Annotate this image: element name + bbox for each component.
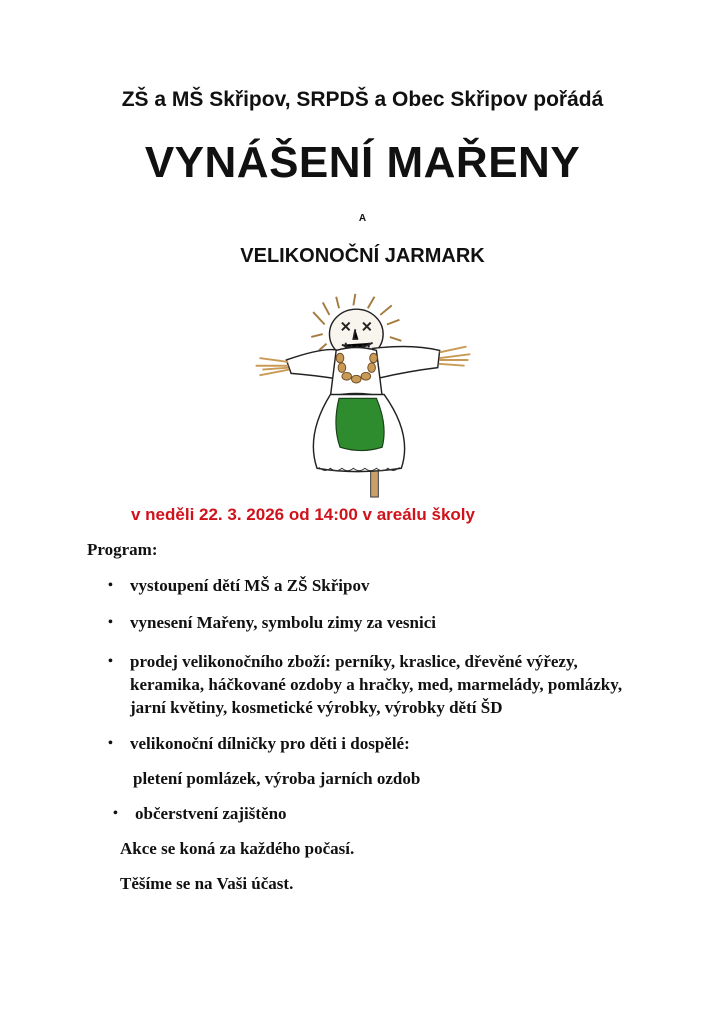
marena-figure-illustration: [248, 288, 478, 500]
program-item-text-line: keramika, háčkované ozdoby a hračky, med, marmelády, pomlázky,: [130, 675, 623, 694]
workshop-detail-text: pletení pomlázek, výroba jarních ozdob: [133, 769, 421, 788]
program-item-text: občerstvení zajištěno: [135, 804, 287, 823]
program-item-text-line: jarní květiny, kosmetické výrobky, výrobky dětí ŠD: [130, 698, 503, 717]
bullet-icon: •: [108, 654, 113, 669]
weather-note-text: Akce se koná za každého počasí.: [120, 839, 355, 858]
bullet-icon: •: [113, 806, 118, 821]
closing-line-text: Těšíme se na Vaši účast.: [120, 874, 294, 893]
program-item-text: vynesení Mařeny, symbolu zimy za vesnici: [130, 613, 436, 632]
main-title: VYNÁŠENÍ MAŘENY: [144, 138, 581, 187]
event-date-line: v neděli 22. 3. 2026 od 14:00 v areálu školy: [131, 505, 475, 524]
program-item-text-line: prodej velikonočního zboží: perníky, kraslice, dřevěné výřezy,: [130, 652, 578, 671]
bullet-icon: •: [108, 615, 113, 630]
subtitle: VELIKONOČNÍ JARMARK: [240, 245, 485, 267]
program-item-text: vystoupení dětí MŠ a ZŠ Skřipov: [130, 576, 370, 595]
organizers-line: ZŠ a MŠ Skřipov, SRPDŠ a Obec Skřipov pořádá: [121, 88, 604, 111]
bullet-icon: •: [108, 736, 113, 751]
conjunction: A: [358, 213, 367, 224]
program-item-text: velikonoční dílničky pro děti i dospělé:: [130, 734, 410, 753]
bullet-icon: •: [108, 578, 113, 593]
program-label: Program:: [87, 540, 158, 559]
